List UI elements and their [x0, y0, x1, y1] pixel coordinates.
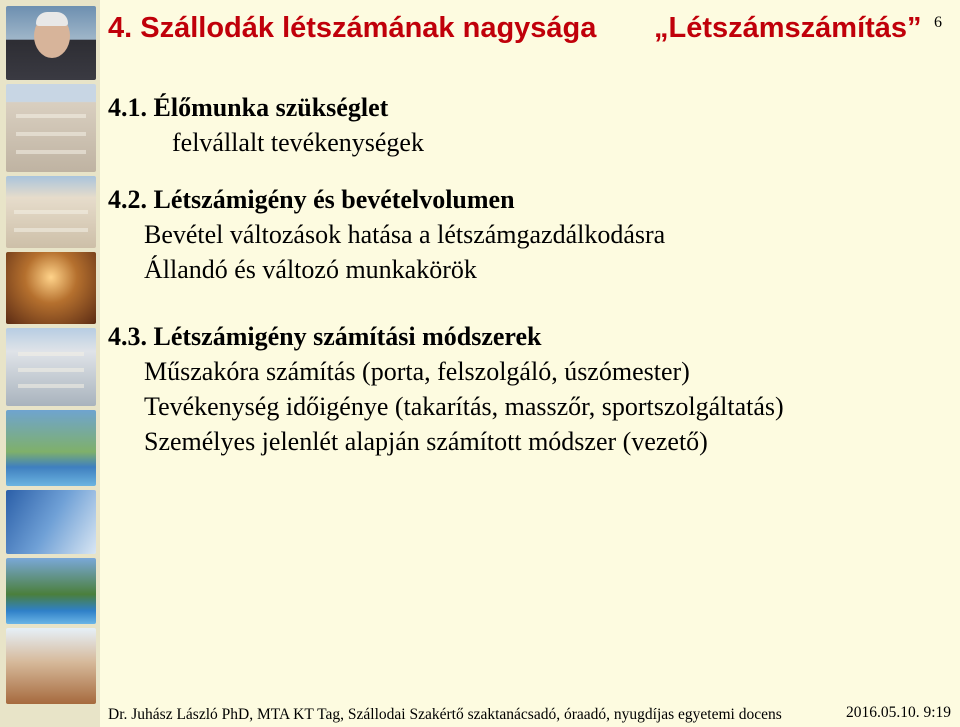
- footer-author: Dr. Juhász László PhD, MTA KT Tag, Szállodai Szakértő szaktanácsadó, óraadó, nyugdíjas egyetemi docens: [108, 706, 782, 723]
- section-item: felvállalt tevékenységek: [172, 128, 424, 157]
- section-item: Bevétel változások hatása a létszámgazdálkodásra: [144, 220, 666, 249]
- section-heading: 4.2. Létszámigény és bevételvolumen: [108, 185, 515, 214]
- section-item: Tevékenység időigénye (takarítás, masszőr, sportszolgáltatás): [144, 392, 784, 421]
- slide-topic: „Létszámszámítás”: [654, 12, 922, 44]
- slide-title: 4. Szállodák létszámának nagysága: [108, 12, 597, 44]
- hotel-pool-photo: [6, 558, 96, 624]
- slide-content: [108, 90, 784, 459]
- footer-datetime: 2016.05.10. 9:19: [846, 704, 952, 721]
- restaurant-interior-photo: [6, 252, 96, 324]
- section-item: Műszakóra számítás (porta, felszolgáló, úszómester): [144, 357, 690, 386]
- resort-pool-photo: [6, 410, 96, 486]
- hotel-facade-photo: [6, 84, 96, 172]
- section-item: Személyes jelenlét alapján számított módszer (vezető): [144, 427, 708, 456]
- hotel-tower-photo: [6, 328, 96, 406]
- section-heading: 4.3. Létszámigény számítási módszerek: [108, 322, 542, 351]
- photo-sidebar: [0, 0, 100, 727]
- novotel-building-photo: [6, 490, 96, 554]
- hotel-building-photo: [6, 176, 96, 248]
- portrait-photo: [6, 6, 96, 80]
- section-heading: 4.1. Élőmunka szükséglet: [108, 93, 389, 122]
- modern-hotel-photo: [6, 628, 96, 704]
- section-item: Állandó és változó munkakörök: [144, 255, 477, 284]
- portrait-hair: [36, 12, 68, 26]
- page-number: 6: [934, 14, 942, 31]
